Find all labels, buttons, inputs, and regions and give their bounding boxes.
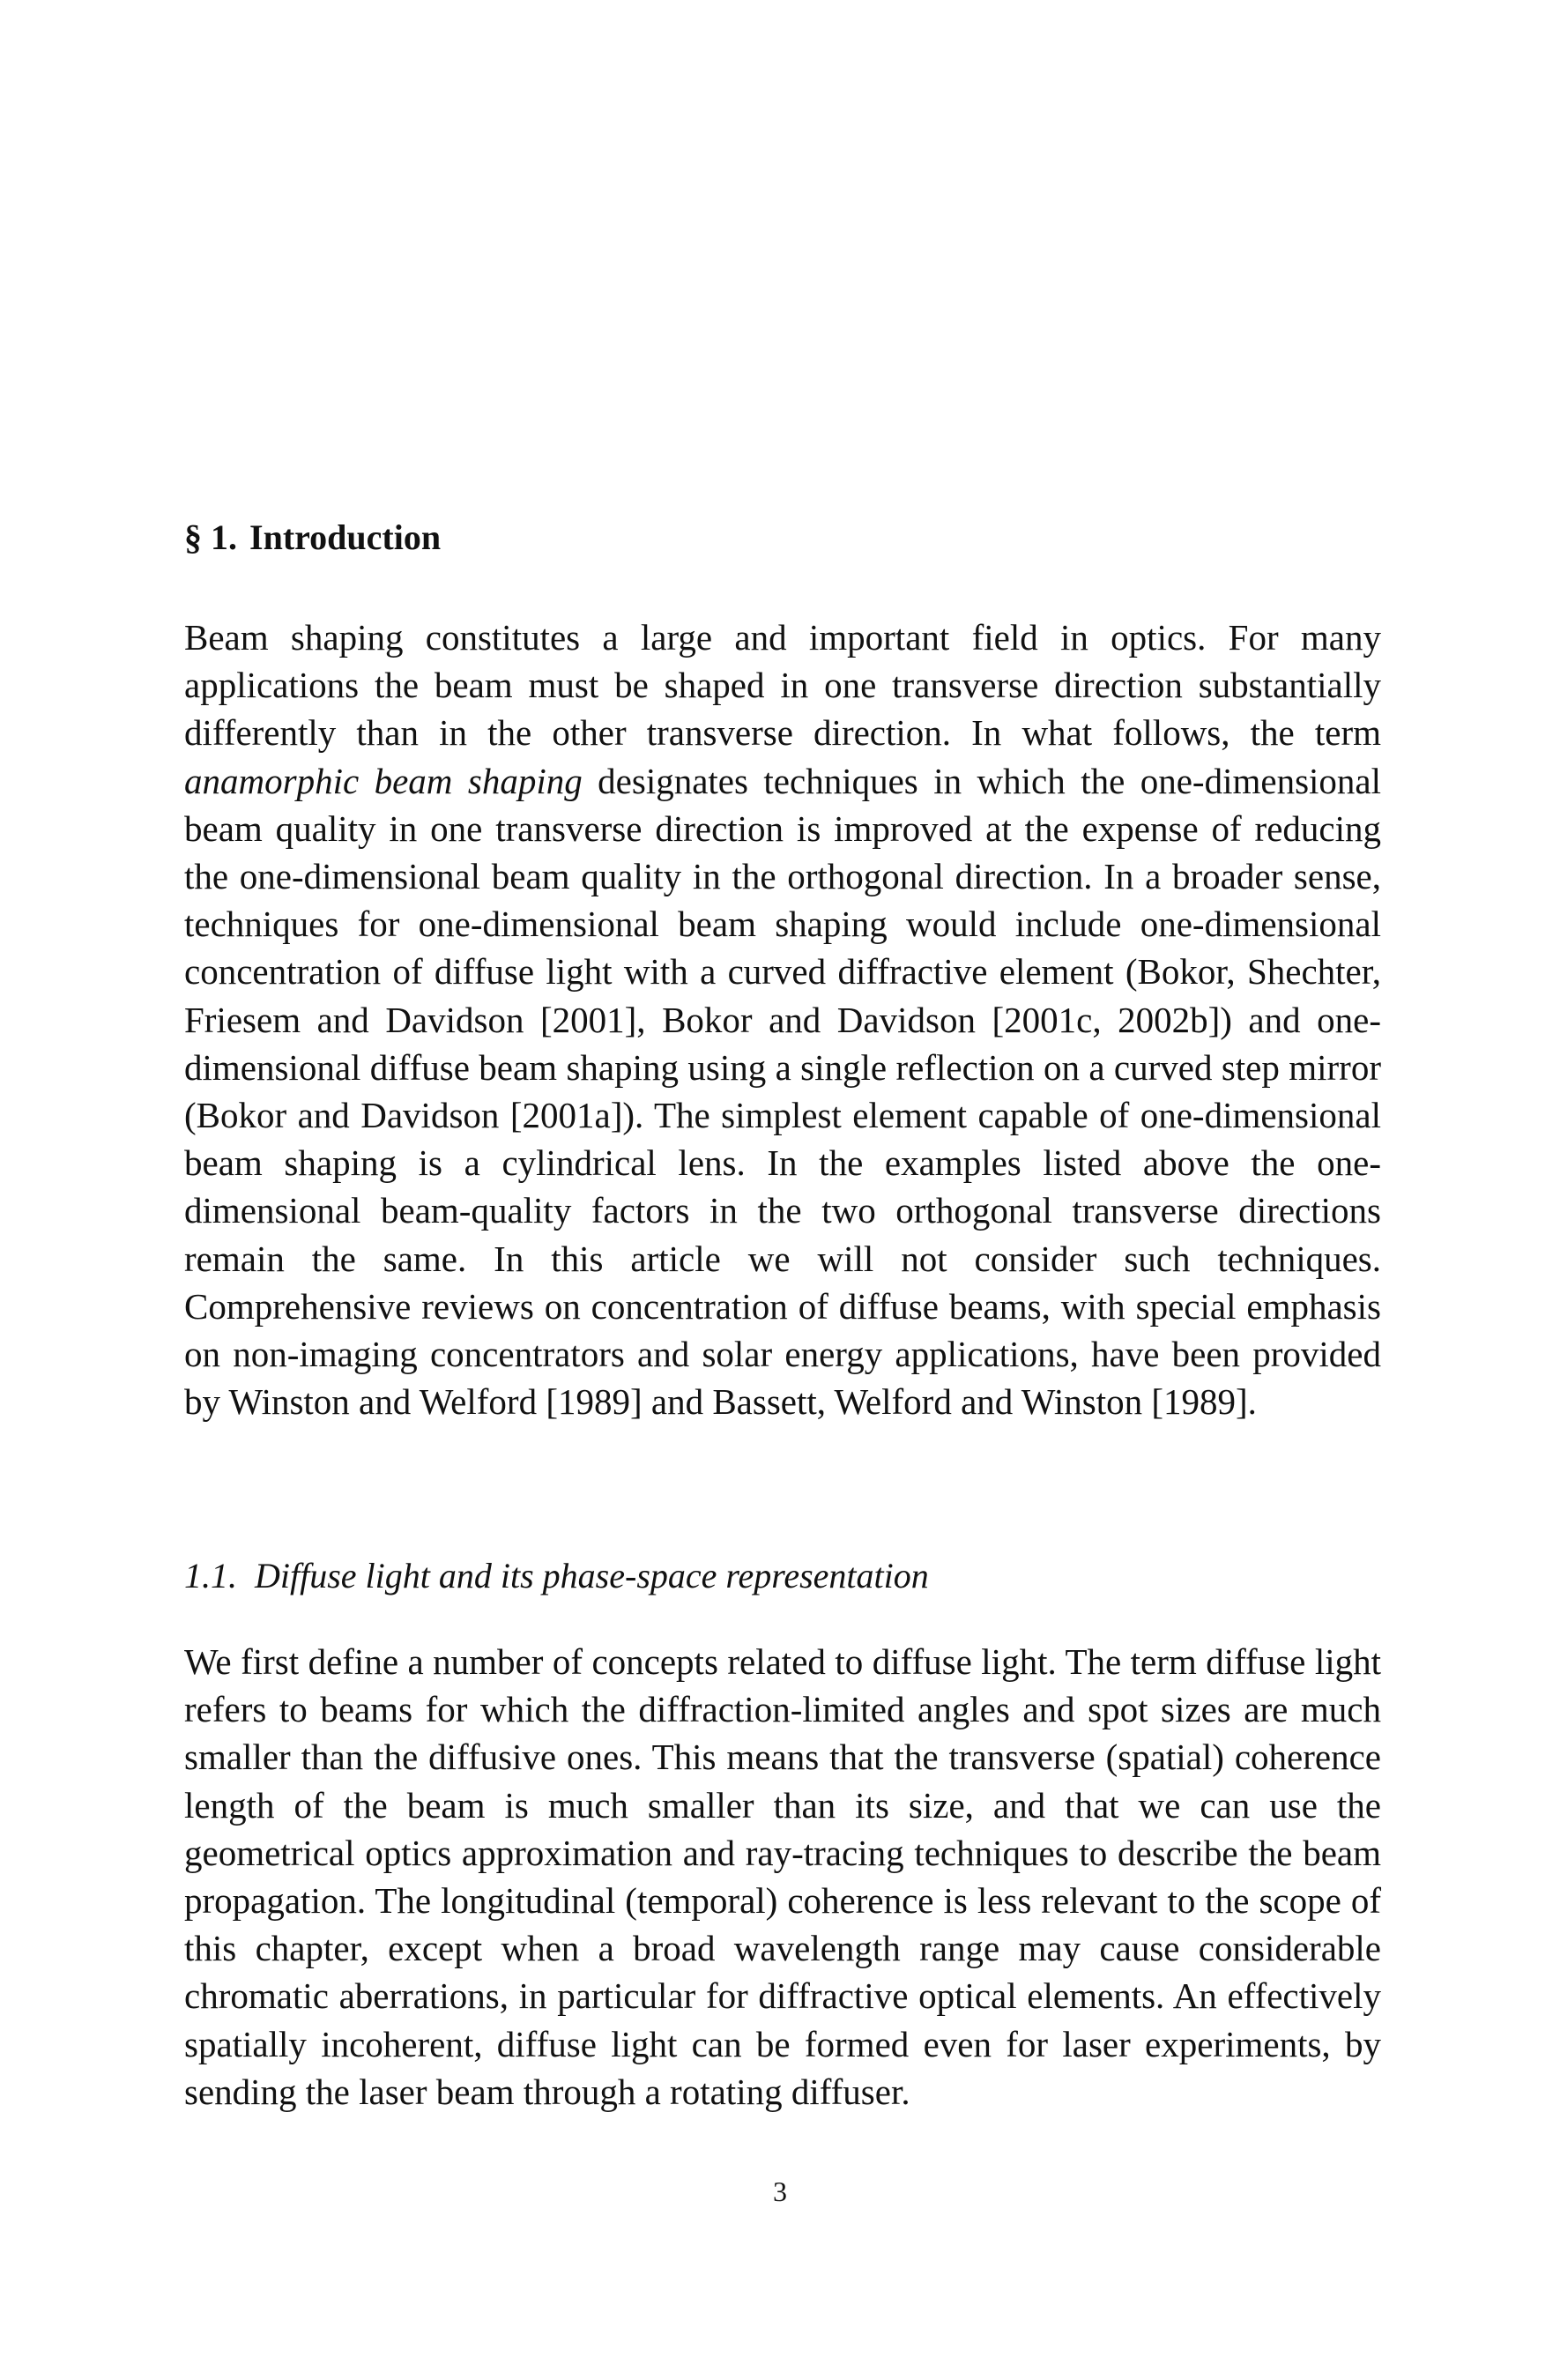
section-title: Introduction — [249, 517, 442, 557]
page-number: 3 — [773, 2175, 787, 2207]
section-number: § 1. — [184, 517, 237, 557]
intro-text-part-2: designates techniques in which the one-dimensional beam quality in one transverse direction is improved at the expense of reducing the one-dimensional beam quality in the orthogonal direction. In a broader sense, techniques for one-dimensional beam shaping would include one-dimensional concentration of diffuse light with a curved diffractive element (Bokor, Shechter, Friesem and Davidson [2001], Bokor and Davidson [2001c, 2002b]) and one-dimensional diffuse beam shaping using a single reflection on a curved step mirror (Bokor and Davidson [2001a]). The simplest element capable of one-dimensional beam shaping is a cylindrical lens. In the examples listed above the one-dimensional beam-quality factors in the two orthogonal transverse directions remain the same. In this article we will not consider such techniques. Comprehensive reviews on concentration of diffuse beams, with special emphasis on non-imaging concentrators and solar energy applications, have been provided by Winston and Welford [1989] and Bassett, Welford and Winston [1989]. — [184, 760, 1381, 1423]
diffuse-light-paragraph: We first define a number of concepts related to diffuse light. The term diffuse light refers to beams for which the diffraction-limited angles and spot sizes are much smaller than the diffusive ones. This means that the transverse (spatial) coherence length of the beam is much smaller than its size, and that we can use the geometrical optics approximation and ray-tracing techniques to describe the beam propagation. The longitudinal (temporal) coherence is less relevant to the scope of this chapter, except when a broad wavelength range may cause considerable chromatic aberrations, in particular for diffractive optical elements. An effectively spatially incoherent, diffuse light can be formed even for laser experiments, by sending the laser beam through a rotating diffuser. — [184, 1641, 1381, 2112]
subsection-heading — [184, 1553, 929, 1599]
intro-term-anamorphic-beam-shaping: anamorphic beam shaping — [184, 760, 583, 801]
subsection-number: 1.1. — [184, 1556, 237, 1595]
introduction-paragraph — [184, 614, 1381, 1425]
section-heading — [184, 515, 441, 561]
intro-text-part-1: Beam shaping constitutes a large and important field in optics. For many applications the beam must be shaped in one transverse direction substantially differently than in the other transverse direction. In what follows, the term — [184, 617, 1381, 754]
subsection-title: Diffuse light and its phase-space representation — [255, 1556, 929, 1595]
